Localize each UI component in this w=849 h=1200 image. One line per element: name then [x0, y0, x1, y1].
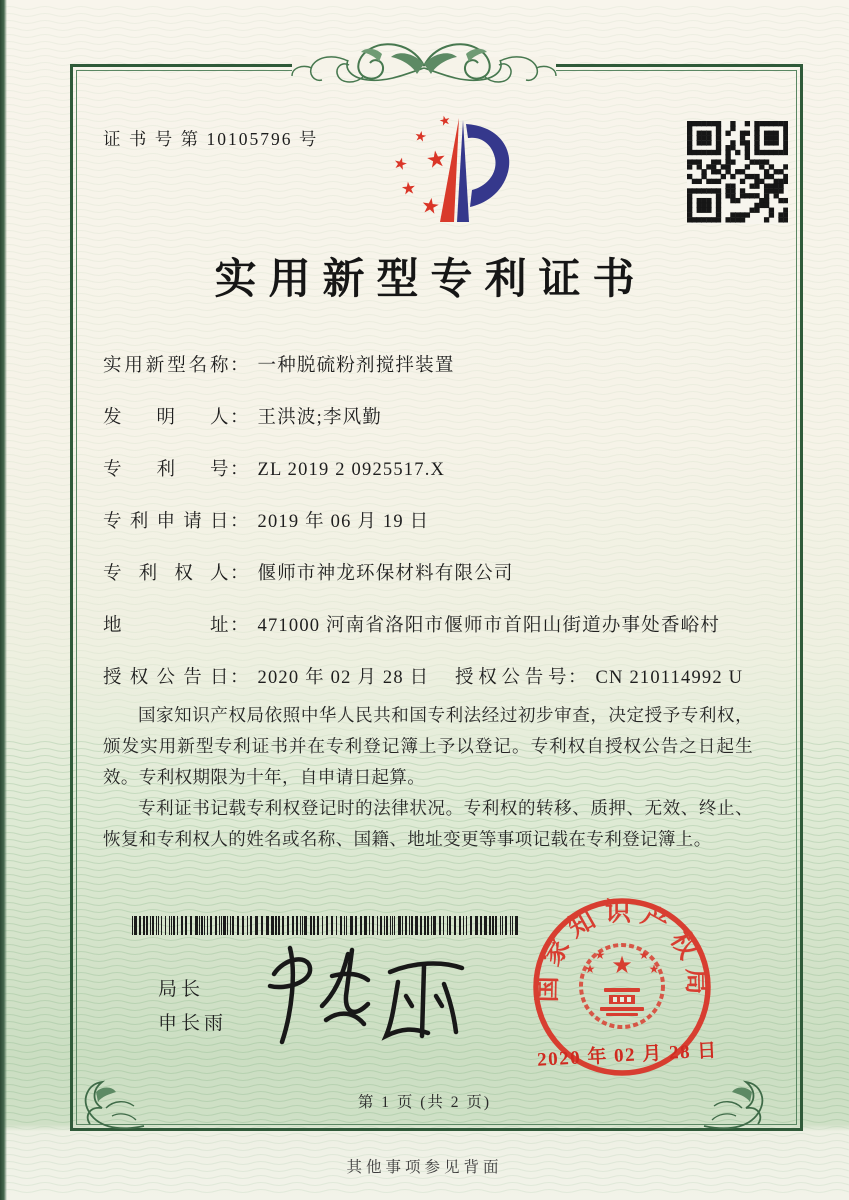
field-value: 王洪波;李风勤: [257, 408, 383, 428]
field-row-address: [103, 612, 755, 641]
field-value: ZL 2019 2 0925517.X: [257, 460, 446, 480]
cnipa-logo-icon: [385, 110, 517, 238]
svg-text:★: ★: [648, 962, 660, 976]
certificate-title: 实用新型专利证书: [214, 257, 647, 303]
field-label: 专利号: [103, 460, 229, 480]
field-colon: ：: [230, 460, 249, 480]
field-value: CN 210114992 U: [595, 668, 744, 688]
field-value: 偃师市神龙环保材料有限公司: [257, 564, 514, 584]
svg-text:★: ★: [594, 948, 606, 962]
field-value: 一种脱硫粉剂搅拌装置: [257, 356, 455, 376]
handwritten-signature: [252, 938, 482, 1053]
field-row-filing-date: [103, 508, 755, 537]
scan-edge-shadow: [0, 0, 7, 1200]
field-label: 发明人: [103, 408, 229, 428]
field-value: 2019 年 06 月 19 日: [257, 512, 430, 532]
legal-paragraph-1: 国家知识产权局依照中华人民共和国专利法经过初步审查，决定授予专利权，颁发实用新型专利证书并在专利登记簿上予以登记。专利权自授权公告之日起生效。专利权期限为十年，自申请日起算。: [103, 705, 753, 787]
back-note: 其他事项参见背面: [346, 1159, 503, 1176]
field-label: 授权公告号: [455, 668, 567, 688]
seal-arc-text: 国家知识产权局: [532, 897, 712, 1003]
barcode: [130, 916, 520, 935]
field-label: 专利权人: [103, 564, 229, 584]
field-row-grant: [103, 664, 755, 693]
certificate-number: 证 书 号 第 10105796 号: [103, 129, 319, 149]
svg-text:★: ★: [584, 962, 596, 976]
field-colon: ：: [230, 616, 249, 636]
field-colon: ：: [230, 512, 249, 532]
field-colon: ：: [230, 668, 249, 688]
star-icon: ★: [419, 192, 442, 220]
svg-text:★: ★: [611, 951, 633, 979]
qr-code: [687, 121, 788, 224]
field-colon: ：: [230, 564, 249, 584]
seal-date: 2020 年 02 月 28 日: [536, 1040, 719, 1071]
certificate-fields: [103, 352, 755, 716]
star-icon: ★: [424, 145, 449, 174]
field-label: 实用新型名称: [103, 356, 229, 376]
field-colon: ：: [230, 408, 249, 428]
field-row-patent-number: [103, 456, 755, 485]
field-label: 地址: [103, 616, 229, 636]
field-row-invention-name: [103, 352, 755, 381]
grant-number-pair: [455, 664, 743, 693]
commissioner-title: 局长: [158, 979, 205, 1000]
national-emblem-icon: [581, 945, 663, 1027]
star-icon: ★: [391, 154, 410, 175]
commissioner-name: 申长雨: [158, 1013, 228, 1034]
svg-text:★: ★: [638, 948, 650, 962]
legal-paragraphs: [103, 700, 753, 855]
field-row-inventors: [103, 404, 755, 433]
field-value: 2020 年 02 月 28 日: [257, 668, 430, 688]
star-icon: ★: [400, 178, 418, 199]
field-row-patentee: [103, 560, 755, 589]
field-colon: ：: [230, 356, 249, 376]
field-label: 授权公告日: [103, 668, 229, 688]
page-indicator: 第 1 页 (共 2 页): [357, 1094, 492, 1111]
field-value: 471000 河南省洛阳市偃师市首阳山街道办事处香峪村: [257, 616, 721, 636]
field-colon: ：: [568, 668, 587, 688]
star-icon: ★: [437, 111, 453, 130]
legal-paragraph-2: 专利证书记载专利权登记时的法律状况。专利权的转移、质押、无效、终止、恢复和专利权人的姓名或名称、国籍、地址变更等事项记载在专利登记簿上。: [103, 798, 753, 849]
star-icon: ★: [412, 129, 428, 146]
top-border-flourish-ornament: [264, 30, 584, 100]
field-label: 专利申请日: [103, 512, 229, 532]
